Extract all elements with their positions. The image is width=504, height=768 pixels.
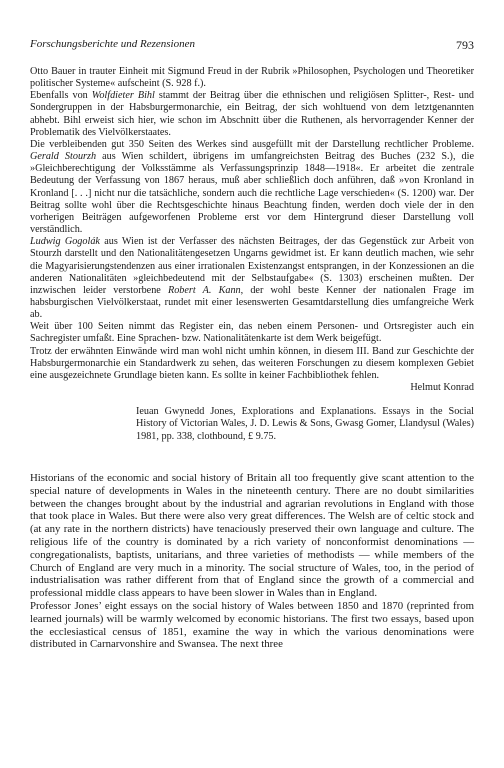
- author-name: Wolfdieter Bihl: [91, 90, 155, 102]
- review-paragraph: Die verbleibenden gut 350 Seiten des Werkes sind ausgefüllt mit der Darstellung rechtlicher Probleme. Gerald Stourzh aus Wien schildert, übrigens im umfangreichsten Beitrag des Buches (232 S.), die »Gleichberechtigung der Volksstämme als Verfassungsprinzip 1848—1918«. Er arbeitet die zentrale Bedeutung der Verfassung von 1867 heraus, muß aber schließlich doch anführen, daß »von Kronland in Kronland [. . .] nicht nur die tatsächliche, sondern auch die rechtliche Lage verschieden« (S. 1200) war. Der Beitrag sollte wohl über die Rechtsgeschichte hinaus Beachtung finden, werden doch viele der in den vorherigen Beiträgen aufgeworfenen Probleme erst vor dem Hintergrund dieser Darstellung voll verständlich.: [30, 138, 475, 236]
- review-paragraph: Otto Bauer in trauter Einheit mit Sigmund Freud in der Rubrik »Philosophen, Psychologen und Theoretiker politischer Systeme« aufscheint (S. 928 f.).: [30, 66, 474, 90]
- review-paragraph: Weit über 100 Seiten nimmt das Register ein, das neben einem Personen- und Ortsregister auch ein Sachregister umfaßt. Eine Sprachen- bzw. Nationalitätenkarte ist dem Werk beigefügt.: [30, 321, 474, 345]
- page-number: 793: [456, 38, 474, 52]
- author-name: Robert A. Kann: [167, 284, 241, 296]
- review-paragraph: Historians of the economic and social history of Britain all too frequently give scant attention to the special nature of developments in Wales in the nineteenth century. There are no doubt similarities between the changes brought about by the industrial and agrarian revolutions in England with those that took place in Wales. But there were also very great differences. The Welsh are of celtic stock and (at any rate in the northern districts) have tenaciously preserved their own language and culture. The religious life of the country is dominated by a rich variety of nonconformist denominations — congregationalists, baptists, unitarians, and three varieties of methodists — while members of the Church of England are very much in a minority. The social structure of Wales, too, in the period of industrialisation was rather different from that of England since the growth of a commercial and professional middle class appears to have been slower in Wales than in England.: [30, 472, 474, 600]
- german-review-text: [30, 66, 474, 394]
- review-paragraph: Ludwig Gogolák aus Wien ist der Verfasser des nächsten Beitrages, der das Gegenstück zur Arbeit von Stourzh darstellt und den Nationalitätengesetzen Ungarns gewidmet ist. Er kann deutlich machen, wie sehr die Magyarisierungstendenzen aus einer irrationalen Existenzangst entsprangen, in der Konzessionen an die anderen Nationalitäten »gleichbedeutend mit der Selbstaufgabe« (S. 1303) erscheinen mußten. Der inzwischen leider verstorbene Robert A. Kann, der wohl beste Kenner der nationalen Frage im habsburgischen Vielvölkerstaat, rundet mit einer lesenswerten Gesamtdarstellung dies umfangreiche Werk ab.: [30, 236, 474, 321]
- citation-text: Ieuan Gwynedd Jones, Explorations and Explanations. Essays in the Social History of Victorian Wales, J. D. Lewis & Sons, Gwasg Gomer, Llandysul (Wales) 1981, pp. 338, clothbound, £ 9.75.: [136, 406, 474, 442]
- review-paragraph: Professor Jones’ eight essays on the social history of Wales between 1850 and 1870 (reprinted from learned journals) will be warmly welcomed by economic historians. The first two essays, based upon the ecclesiastical census of 1851, examine the way in which the various denominations were distributed in Carnarvonshire and Swansea. The next three: [30, 599, 474, 651]
- review-paragraph: Ebenfalls von Wolfdieter Bihl stammt der Beitrag über die ethnischen und religiösen Splitter-, Rest- und Sondergruppen in der Habsburgermonarchie, ein Beitrag, der sich wohltuend von dem letztgenannten abhebt. Bihl erweist sich hier, wie schon im Abschnitt über die Ruthenen, als hervorragender Kenner der Problematik des Vielvölkerstaates.: [30, 90, 475, 138]
- reviewer-signature: Helmut Konrad: [410, 382, 474, 394]
- english-review-text: [30, 472, 474, 651]
- author-name: Ludwig Gogolák: [30, 236, 100, 248]
- book-citation: [136, 406, 474, 443]
- review-paragraph: Trotz der erwähnten Einwände wird man wohl nicht umhin können, in diesem III. Band zur Geschichte der Habsburgermonarchie ein Standardwerk zu sehen, das weiteren Forschungen zu diesem komplexen Gebiet eine ausgezeichnete Grundlage bieten kann. Es sollte in keiner Fachbibliothek fehlen.: [30, 345, 474, 381]
- author-name: Gerald Stourzh: [30, 151, 97, 163]
- section-title: Forschungsberichte und Rezensionen: [30, 38, 195, 50]
- running-header: [30, 38, 474, 54]
